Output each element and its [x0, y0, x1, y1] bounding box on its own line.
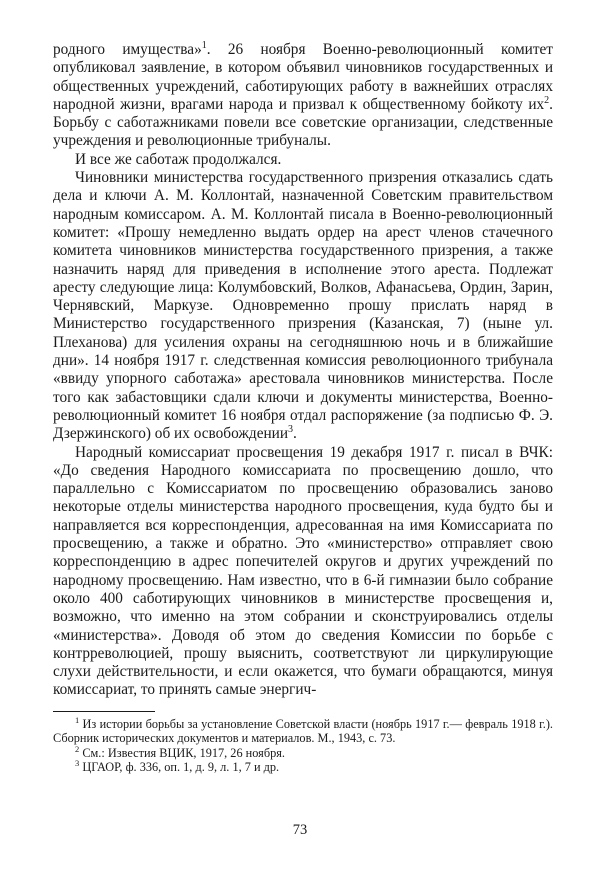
paragraph-1 — [53, 41, 553, 151]
page-body — [53, 41, 553, 774]
footnote-ref-2: 2 — [544, 94, 550, 106]
paragraph-2 — [53, 151, 553, 169]
footnote-marker: 2 — [75, 743, 80, 754]
spacer — [53, 700, 553, 711]
paragraph-4 — [53, 444, 553, 700]
text-run: Чиновники министерства государственного призрения отказались сдать дела и ключи А. М. Коллонтай, назначенной Советским правительством народным комиссаром. А. М. Коллонтай писала в Военно-революционный комитет: «Прошу немедленно выдать ордер на арест членов стачечного комитета чиновников министерства государственного призрения, а также назначить наряд для приведения в исполнение этого ареста. Подлежат аресту следующие лица: Колумбовский, Волков, Афанасьева, Ордин, Зарин, Чернявский, Маркузе. Одновременно прошу прислать наряд в Министерство государственного призрения (Казанская, 7) (ныне ул. Плеханова) для усиления охраны на сегодняшнюю ночь и в ближайшие дни». 14 ноября 1917 г. следственная комиссия революционного трибунала «ввиду упорного саботажа» арестовала чиновников министерства. После того как забастовщики сдали ключи и документы министерства, Военно-революционный комитет 16 ноября отдал распоряжение (за подписью Ф. Э. Дзержинского) об их освобождении — [53, 169, 553, 443]
footnote-2 — [53, 743, 553, 760]
footnote-marker: 3 — [75, 757, 80, 768]
footnote-text: Из истории борьбы за установление Советской власти (ноябрь 1917 г.— февраль 1918 г.). Сборник исторических документов и материалов. М., 1943, с. 73. — [53, 716, 553, 746]
footnote-marker: 1 — [75, 714, 80, 725]
text-run: . 26 ноября Военно-революционный комитет опубликовал заявление, в котором объявил чиновников государственных и общественных учреждений, саботирующих работу в важнейших отраслях народной жизни, врагами народа и призвал к общественному бойкоту их — [53, 41, 553, 113]
text-run: родного имущества» — [53, 41, 202, 58]
footnote-text: ЦГАОР, ф. 336, оп. 1, д. 9, л. 1, 7 и др. — [79, 759, 280, 774]
text-run: . — [293, 425, 297, 443]
footnote-3 — [53, 757, 553, 774]
text-run: . Борьбу с саботажниками повели все советские организации, следственные учреждения и революционные трибуналы. — [53, 95, 553, 150]
footnote-ref-1: 1 — [201, 39, 207, 51]
footnote-ref-3: 3 — [288, 424, 294, 436]
footnote-text: См.: Известия ВЦИК, 1917, 26 ноября. — [79, 745, 285, 760]
text-run: Народный комиссариат просвещения 19 декабря 1917 г. писал в ВЧК: «До сведения Народного комиссариата по просвещению дошло, что параллельно с Комиссариатом по просвещению образовались заново некоторые отделы министерства народного просвещения, куда будто бы и направляется вся корреспонденция, адресованная на имя Комиссариата по просвещению, а также и обратно. Это «министерство» отправляет свою корреспонденцию в адрес попечителей округов и других учреждений по народному просвещению. Нам известно, что в 6-й гимназии было собрание около 400 саботирующих чиновников в министерстве просвещения и, возможно, что именно на этом собрании и сконструировались отделы «министерства». Доводя об этом до сведения Комиссии по борьбе с контрреволюцией, прошу выяснить, соответствуют ли циркулирующие слухи действительности, и если окажется, что бумаги обращаются, минуя комиссариат, то принять самые энергич- — [53, 443, 553, 699]
page-number: 73 — [292, 822, 308, 838]
footnote-divider — [53, 711, 155, 712]
paragraph-3 — [53, 169, 553, 443]
text-run: И все же саботаж продолжался. — [75, 150, 282, 168]
footnote-1 — [53, 714, 553, 746]
